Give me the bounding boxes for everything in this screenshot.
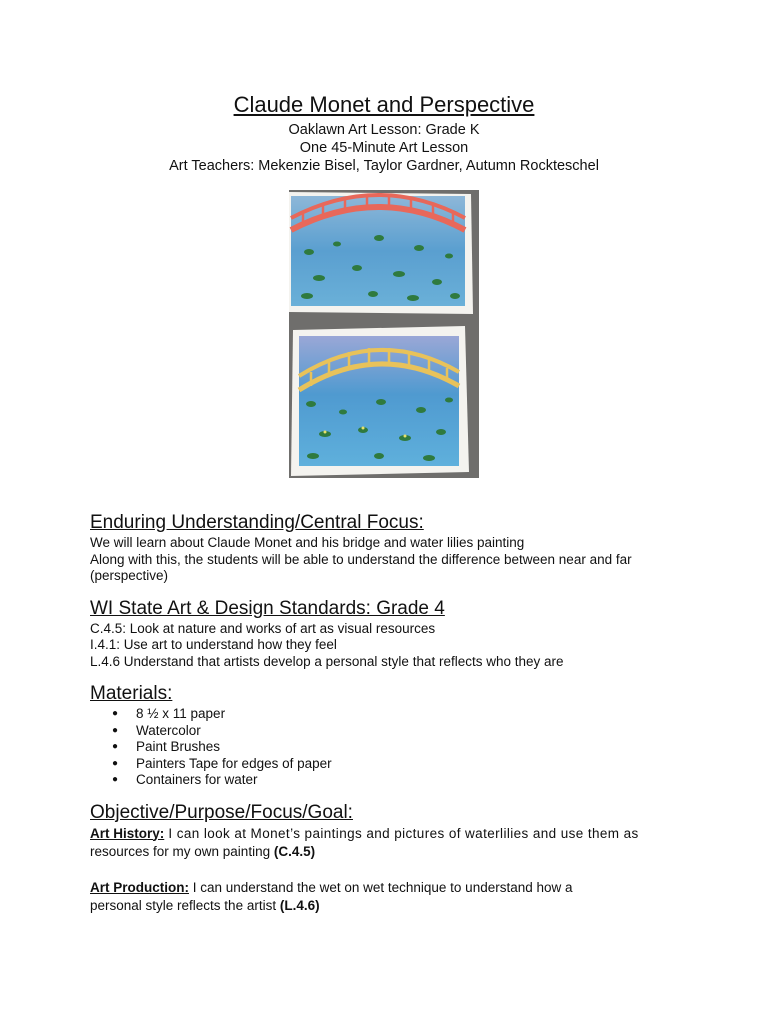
spacer [90,861,690,879]
list-item [90,739,690,756]
bullet-icon: ● [112,724,119,736]
art-history-text: I can look at Monet’s paintings and pictures of waterlilies and use them as [164,825,639,841]
focus-line: Along with this, the students will be able to understand the difference between near and far [90,551,632,567]
list-item [90,756,690,773]
art-history-text: resources for my own painting [90,843,274,859]
art-production-text: I can understand the wet on wet technique to understand how a [189,879,573,895]
materials-heading: Materials: [90,683,173,704]
standards-section [90,597,690,671]
document-title: Claude Monet and Perspective [233,92,535,117]
standard-ref: (L.4.6) [279,897,320,913]
lesson-content [90,511,690,915]
objective-section [90,801,690,915]
art-production-text: personal style reflects the artist [90,897,280,913]
standard-line: L.4.6 Understand that artists develop a personal style that reflects who they are [90,653,564,669]
standard-line: I.4.1: Use art to understand how they feel [90,637,337,652]
art-production-paragraph-cont [90,897,690,915]
document-header [0,92,768,175]
material-label: Painters Tape for edges of paper [136,755,332,771]
list-item [90,723,690,740]
material-label: 8 ½ x 11 paper [136,706,226,721]
lesson-duration: One 45-Minute Art Lesson [299,140,469,156]
material-label: Paint Brushes [136,739,221,754]
lesson-teachers: Art Teachers: Mekenzie Bisel, Taylor Gardner, Autumn Rockteschel [169,158,599,174]
student-paintings-photo [289,190,479,478]
bullet-icon: ● [112,708,119,719]
bullet-icon: ● [112,757,119,769]
lesson-subtitle: Oaklawn Art Lesson: Grade K [288,122,480,138]
art-production-paragraph [90,879,690,897]
list-item [90,772,690,789]
art-history-paragraph [90,825,690,843]
art-history-label: Art History: [90,825,165,841]
art-history-paragraph-cont [90,843,690,861]
material-label: Containers for water [136,772,258,787]
material-label: Watercolor [136,722,201,738]
bullet-icon: ● [112,774,119,785]
standard-line: C.4.5: Look at nature and works of art as visual resources [90,620,436,636]
standards-heading: WI State Art & Design Standards: Grade 4 [90,597,445,619]
focus-heading: Enduring Understanding/Central Focus: [90,512,424,533]
focus-section [90,511,690,585]
art-production-label: Art Production: [90,879,189,895]
focus-line: (perspective) [90,568,169,583]
bullet-icon: ● [112,741,119,752]
objective-heading: Objective/Purpose/Focus/Goal: [90,801,353,823]
materials-list [90,706,690,789]
painting-top [289,192,473,314]
materials-section [90,682,690,789]
standard-ref: (C.4.5) [273,843,316,859]
painting-bottom [291,326,469,476]
focus-line: We will learn about Claude Monet and his bridge and water lilies painting [90,535,525,550]
list-item [90,706,690,723]
